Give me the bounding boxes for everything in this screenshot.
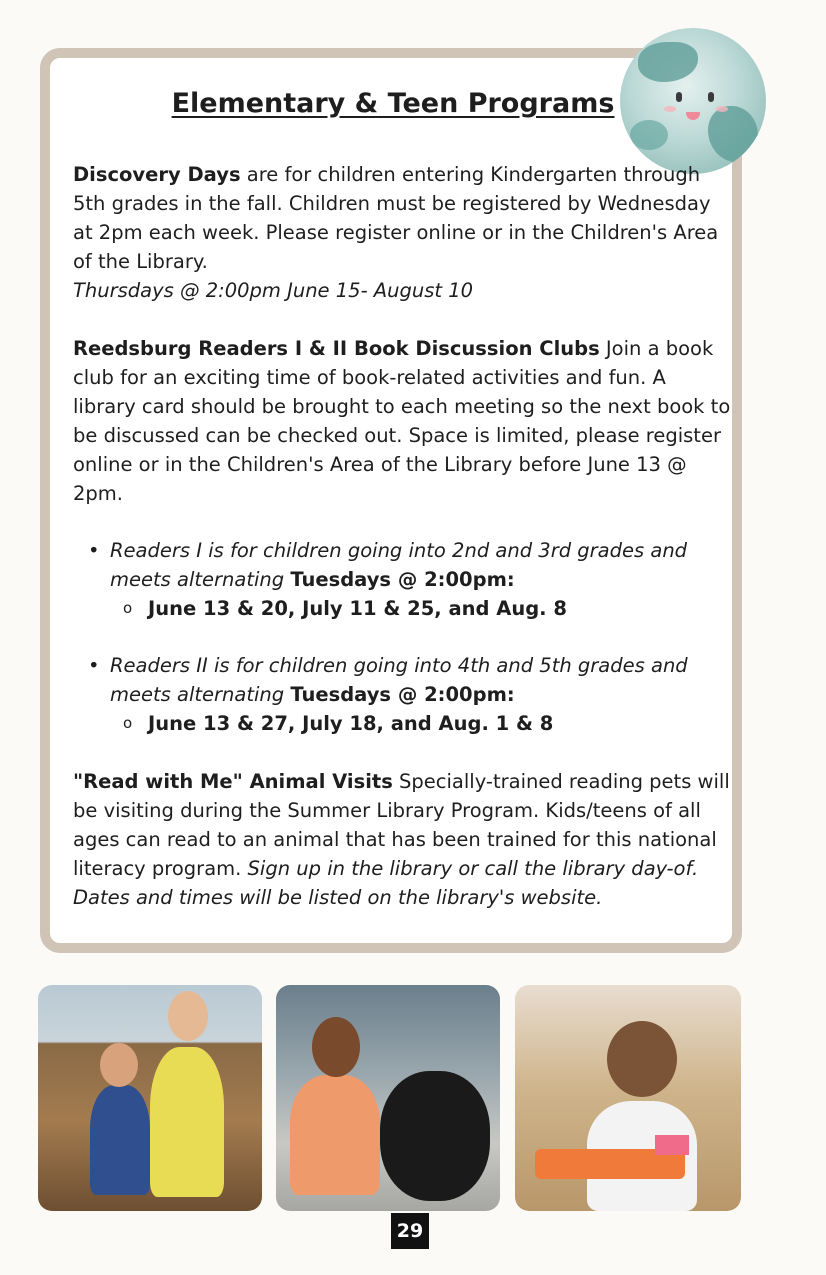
discovery-days-section bbox=[73, 160, 733, 305]
discovery-days-schedule: Thursdays @ 2:00pm June 15- August 10 bbox=[73, 279, 474, 302]
animal-visits-section bbox=[73, 767, 733, 912]
animal-visits-note: Sign up in the library or call the library day-of. Dates and times will be listed on the library's website. bbox=[73, 857, 699, 909]
list-item bbox=[88, 651, 728, 709]
page-number: 29 bbox=[391, 1213, 429, 1249]
readers-description: Join a book club for an exciting time of book-related activities and fun. A library card should be brought to each meeting so the next book to be discussed can be checked out. Space is limited, please register online or in the Children's Area of the Library before June 13 @ 2pm. bbox=[73, 337, 731, 505]
discovery-days-name: Discovery Days bbox=[73, 163, 241, 186]
readers-group-description: Readers I is for children going into 2nd and 3rd grades and meets alternating bbox=[110, 539, 688, 591]
readers-group-dates: o June 13 & 27, July 18, and Aug. 1 & 8 bbox=[88, 709, 728, 738]
readers-section bbox=[73, 334, 733, 508]
readers-group-time: Tuesdays @ 2:00pm: bbox=[290, 683, 515, 706]
readers-name: Reedsburg Readers I & II Book Discussion Clubs bbox=[73, 337, 600, 360]
readers-group-2 bbox=[88, 651, 728, 738]
photo-boy-with-craft bbox=[515, 985, 741, 1211]
list-item bbox=[88, 536, 728, 594]
animal-visits-name: "Read with Me" Animal Visits bbox=[73, 770, 393, 793]
animal-visits-description: Specially-trained reading pets will be visiting during the Summer Library Program. Kids/teens of all ages can read to an animal that has been trained for this national literacy program. bbox=[73, 770, 730, 880]
readers-group-description: Readers II is for children going into 4th and 5th grades and meets alternating bbox=[110, 654, 688, 706]
photo-girl-with-dog bbox=[276, 985, 500, 1211]
readers-group-dates: o June 13 & 20, July 11 & 25, and Aug. 8 bbox=[88, 594, 728, 623]
readers-group-time: Tuesdays @ 2:00pm: bbox=[290, 568, 515, 591]
readers-group-1 bbox=[88, 536, 728, 623]
page-title: Elementary & Teen Programs bbox=[171, 88, 615, 119]
photo-kids-with-books bbox=[38, 985, 262, 1211]
discovery-days-description: are for children entering Kindergarten through 5th grades in the fall. Children must be registered by Wednesday at 2pm each week. Please register online or in the Children's Area of the Library. bbox=[73, 163, 719, 273]
